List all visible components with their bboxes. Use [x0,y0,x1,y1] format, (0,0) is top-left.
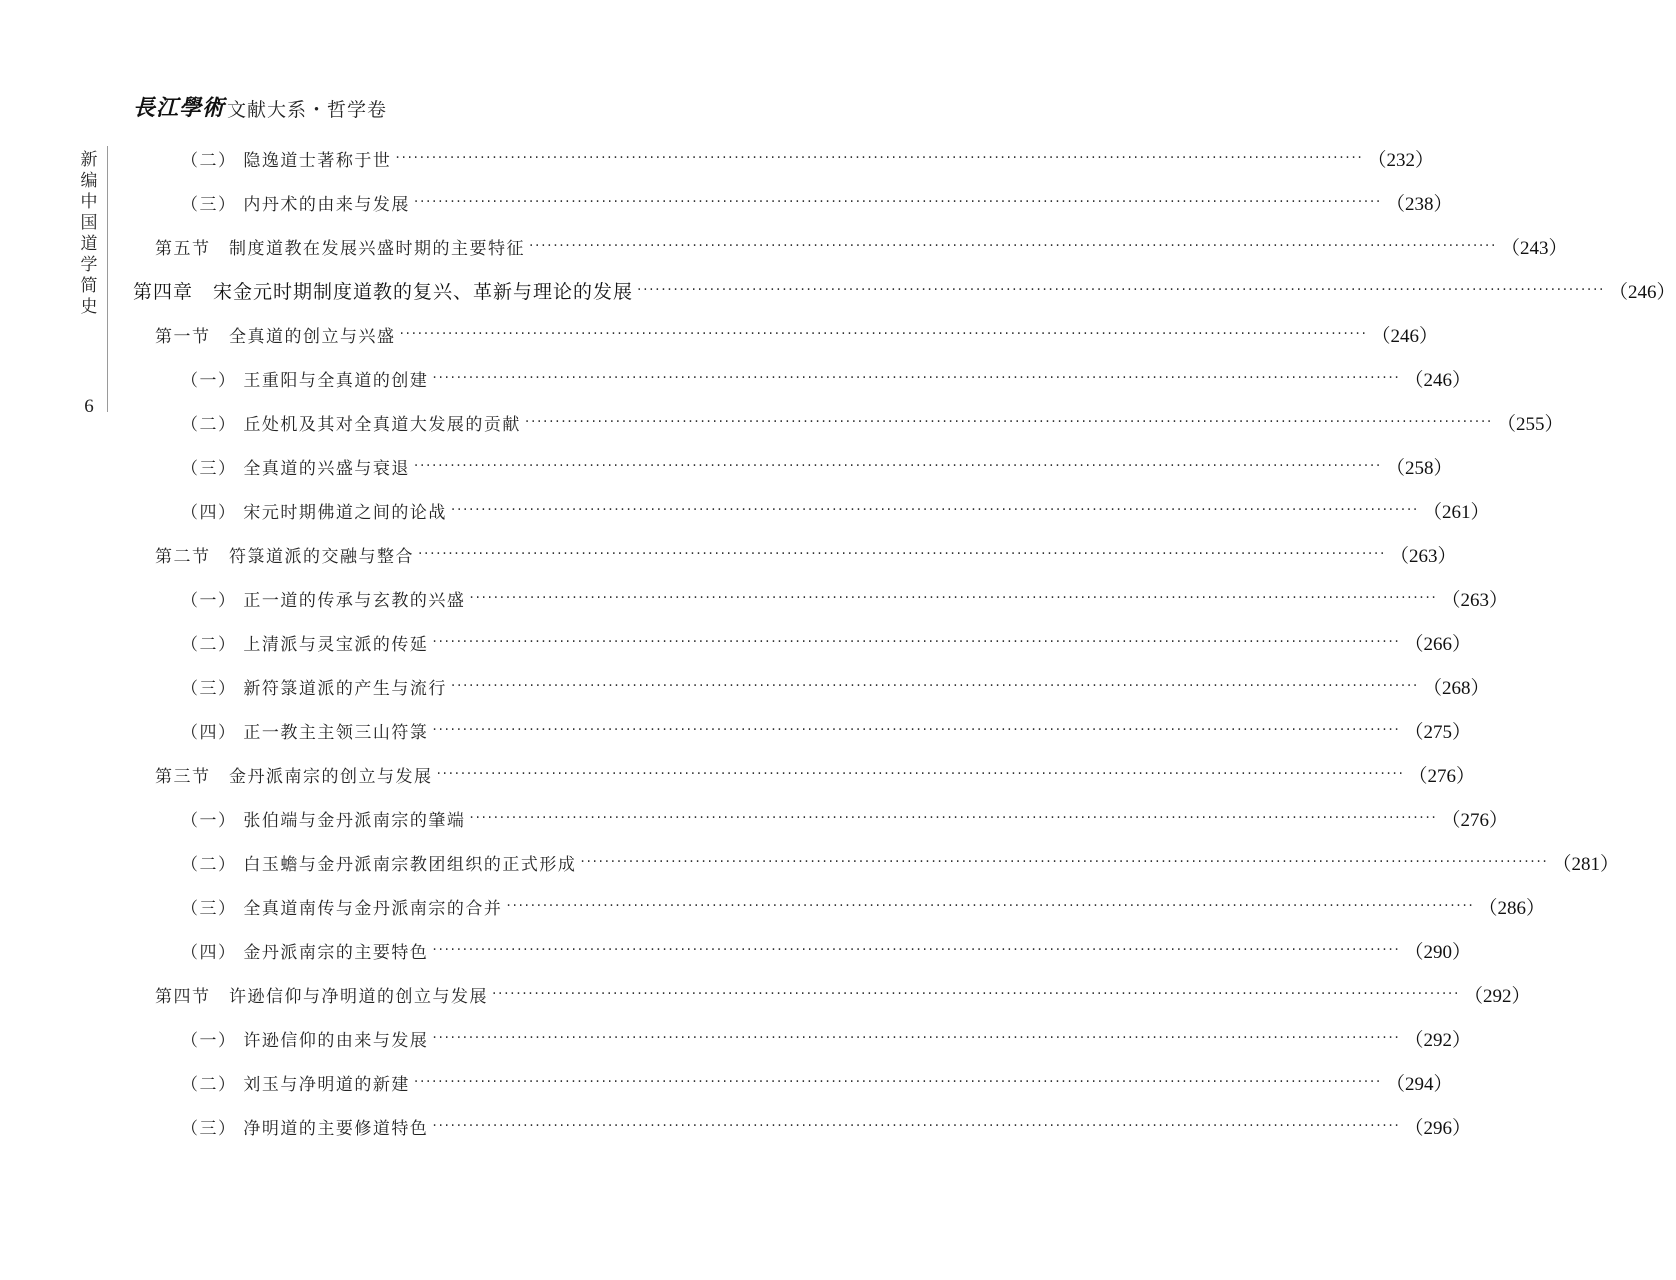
toc-entry [181,708,1471,752]
toc-entry-title: （四） 金丹派南宗的主要特色 [181,942,429,963]
toc-entry-page: （294） [1385,1073,1453,1095]
toc-entry-page: （246） [1404,369,1471,391]
toc-entry-title: （四） 正一教主主领三山符箓 [181,722,429,743]
dot-leader: ································································································································································ [637,282,1606,298]
toc-entry-page: （275） [1404,721,1471,743]
toc-entry-title: 第五节 制度道教在发展兴盛时期的主要特征 [155,238,525,259]
toc-entry [181,1060,1453,1104]
toc-entry-page: （243） [1501,237,1568,259]
toc-entry-title: （二） 白玉蟾与金丹派南宗教团组织的正式形成 [181,854,577,875]
toc-entry [181,928,1471,972]
toc-entry-title: （三） 新符箓道派的产生与流行 [181,678,447,699]
toc-entry-title: （一） 正一道的传承与玄教的兴盛 [181,590,466,611]
dot-leader: ································································································································································ [399,326,1368,342]
toc-entry-page: （255） [1496,413,1564,435]
series-logo: 長江學術 [133,95,226,121]
toc-entry-page: （246） [1371,325,1439,347]
toc-entry-page: （266） [1404,633,1471,655]
toc-entry-page: （263） [1390,545,1457,567]
toc-entry [181,576,1508,620]
toc-entry-title: （三） 全真道的兴盛与衰退 [181,458,410,479]
toc-entry-title: （三） 净明道的主要修道特色 [181,1118,429,1139]
dot-leader: ································································································································································ [432,370,1401,386]
toc-entry-page: （292） [1464,985,1531,1007]
dot-leader: ································································································································································ [432,722,1401,738]
toc-entry-title: （二） 隐逸道士著称于世 [181,150,392,171]
toc-entry-title: 第二节 符箓道派的交融与整合 [155,546,414,567]
toc-entry-page: （232） [1367,149,1434,171]
toc-entry [181,488,1490,532]
dot-leader: ································································································································································ [413,194,1382,210]
toc-entry-page: （286） [1478,897,1545,919]
dot-leader: ································································································································································ [432,942,1401,958]
toc-entry-page: （276） [1441,809,1508,831]
toc-entry-page: （281） [1552,853,1619,875]
toc-entry [181,356,1471,400]
dot-leader: ································································································································································ [432,634,1401,650]
toc-entry-title: （二） 丘处机及其对全真道大发展的贡献 [181,414,521,435]
toc-entry [181,136,1434,180]
toc-entry-page: （292） [1404,1029,1471,1051]
toc-entry-title: 第四节 许逊信仰与净明道的创立与发展 [155,986,488,1007]
toc-entry-page: （276） [1408,765,1476,787]
toc-entry [181,400,1564,444]
dot-leader: ································································································································································ [529,238,1498,254]
toc-entry-title: （四） 宋元时期佛道之间的论战 [181,502,447,523]
dot-leader: ································································································································································ [413,458,1382,474]
toc-entry-page: （290） [1404,941,1471,963]
dot-leader: ································································································································································ [395,150,1364,166]
toc-entry [181,1016,1471,1060]
toc-entry-title: （三） 全真道南传与金丹派南宗的合并 [181,898,503,919]
book-title-vertical: 新编中国道学简史 [80,150,98,317]
toc-entry [181,664,1490,708]
margin-rule [107,146,108,412]
toc-entry-page: （258） [1385,457,1453,479]
toc-entry-title: （一） 张伯端与金丹派南宗的肇端 [181,810,466,831]
series-title: 文献大系・哲学卷 [227,99,388,121]
toc-entry-title: （二） 刘玉与净明道的新建 [181,1074,410,1095]
dot-leader: ································································································································································ [413,1074,1382,1090]
toc-entry [181,840,1619,884]
dot-leader: ································································································································································ [436,766,1405,782]
dot-leader: ································································································································································ [524,414,1493,430]
toc-entry-page: （263） [1441,589,1508,611]
dot-leader: ································································································································································ [418,546,1387,562]
toc-entry [155,972,1531,1016]
toc-entry [155,312,1439,356]
toc-entry-page: （246） [1609,281,1676,303]
dot-leader: ································································································································································ [432,1030,1401,1046]
dot-leader: ································································································································································ [450,502,1419,518]
toc-entry [155,752,1476,796]
toc-entry [133,268,1676,312]
dot-leader: ································································································································································ [469,590,1438,606]
dot-leader: ································································································································································ [469,810,1438,826]
toc-entry [181,620,1471,664]
toc-entry-title: 第一节 全真道的创立与兴盛 [155,326,396,347]
toc-entry-title: （一） 许逊信仰的由来与发展 [181,1030,429,1051]
dot-leader: ································································································································································ [492,986,1461,1002]
toc-entry [181,884,1545,928]
toc-entry-page: （261） [1422,501,1490,523]
page-number: 6 [84,396,94,417]
toc-entry-page: （268） [1422,677,1490,699]
toc-entry-page: （238） [1385,193,1453,215]
dot-leader: ································································································································································ [506,898,1475,914]
toc-entry [155,224,1568,268]
toc-entry [181,1104,1471,1148]
toc-entry [155,532,1457,576]
dot-leader: ································································································································································ [580,854,1549,870]
toc-entry-title: （三） 内丹术的由来与发展 [181,194,410,215]
running-header [133,86,387,122]
toc-entry [181,444,1453,488]
toc-entry-title: （一） 王重阳与全真道的创建 [181,370,429,391]
toc-entry-page: （296） [1404,1117,1471,1139]
toc-entry-title: 第三节 金丹派南宗的创立与发展 [155,766,433,787]
dot-leader: ································································································································································ [450,678,1419,694]
dot-leader: ································································································································································ [432,1118,1401,1134]
toc-entry-title: （二） 上清派与灵宝派的传延 [181,634,429,655]
toc-entry [181,796,1508,840]
toc-entry [181,180,1453,224]
toc-entry-title: 第四章 宋金元时期制度道教的复兴、革新与理论的发展 [133,280,634,303]
